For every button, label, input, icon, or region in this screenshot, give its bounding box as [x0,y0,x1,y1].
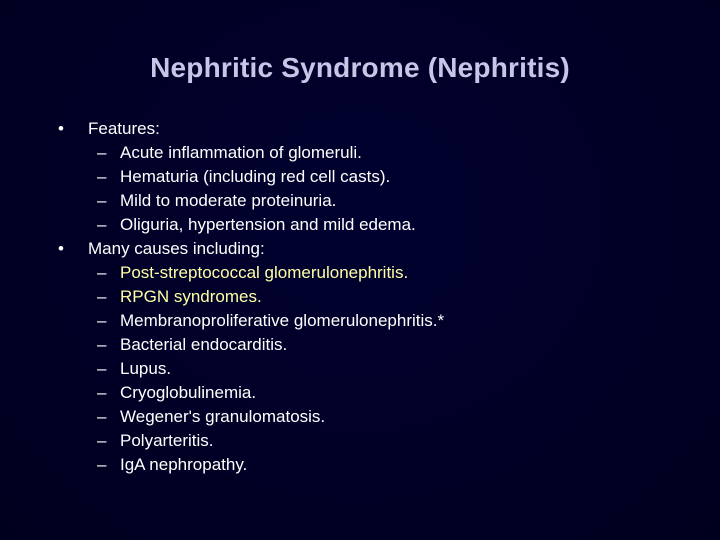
sub-bullet [58,333,698,357]
sub-bullet [58,213,698,237]
dash-marker: – [97,335,107,354]
sub-bullet [58,357,698,381]
dash-marker: – [97,263,107,282]
bullet-list [58,117,698,477]
sub-bullet [58,453,698,477]
sub-bullet-text: Acute inflammation of glomeruli. [120,143,362,162]
dash-marker: – [97,167,107,186]
sub-bullet-highlighted [58,261,698,285]
dash-marker: – [97,407,107,426]
dash-marker: – [97,215,107,234]
sub-bullet [58,189,698,213]
sub-bullet-text: Membranoproliferative glomerulonephritis.* [120,311,445,330]
sub-bullet [58,405,698,429]
sub-bullet [58,141,698,165]
slide-title: Nephritic Syndrome (Nephritis) [150,52,570,83]
dash-marker: – [97,143,107,162]
dash-marker: – [97,455,107,474]
sub-bullet-text: Post-streptococcal glomerulonephritis. [120,263,409,282]
sub-bullet-text: Bacterial endocarditis. [120,335,288,354]
sub-bullet [58,165,698,189]
bullet-causes [58,237,698,261]
sub-bullet-text: Polyarteritis. [120,431,214,450]
sub-bullet-highlighted [58,285,698,309]
sub-bullet [58,309,698,333]
dash-marker: – [97,359,107,378]
bullet-marker: • [58,239,64,258]
bullet-heading: Features: [88,119,160,138]
bullet-marker: • [58,119,64,138]
bullet-heading: Many causes including: [88,239,265,258]
sub-bullet-text: Mild to moderate proteinuria. [120,191,337,210]
dash-marker: – [97,383,107,402]
sub-bullet-text: Wegener's granulomatosis. [120,407,326,426]
sub-bullet-text: Oliguria, hypertension and mild edema. [120,215,416,234]
sub-bullet-text: IgA nephropathy. [120,455,248,474]
sub-bullet-text: Cryoglobulinemia. [120,383,257,402]
bullet-features [58,117,698,141]
sub-bullet-text: Lupus. [120,359,172,378]
sub-bullet-text: RPGN syndromes. [120,287,262,306]
dash-marker: – [97,287,107,306]
sub-bullet-text: Hematuria (including red cell casts). [120,167,391,186]
dash-marker: – [97,191,107,210]
sub-bullet [58,381,698,405]
dash-marker: – [97,431,107,450]
dash-marker: – [97,311,107,330]
sub-bullet [58,429,698,453]
